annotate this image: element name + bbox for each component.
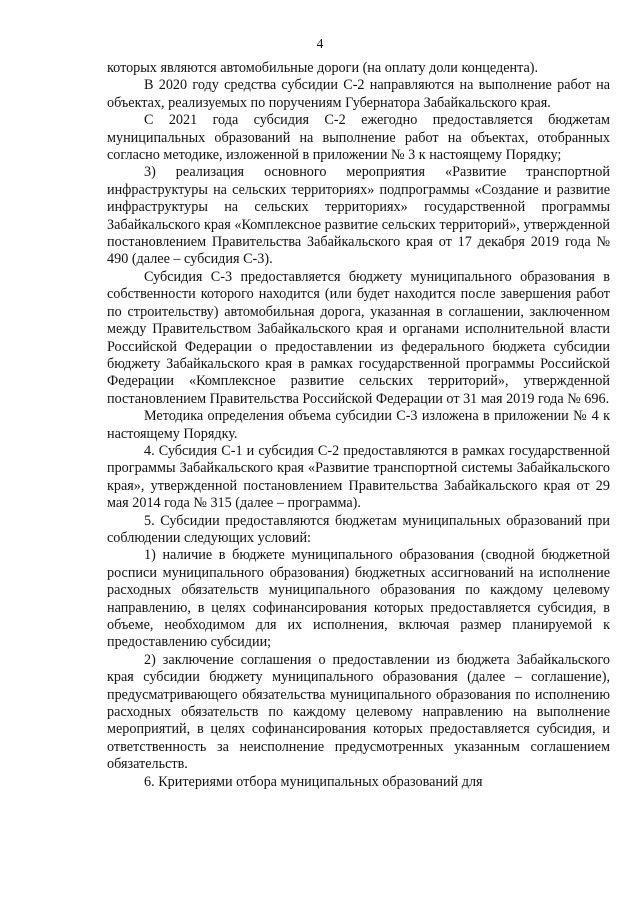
page-number: 4 (316, 36, 324, 51)
paragraph-section-6: 6. Критериями отбора муниципальных образований для (144, 773, 483, 790)
paragraph-item-3: 3) реализация основного мероприятия «Развитие транспортной инфраструктуры на сельских территориях» подпрограммы «Создание и развитие инфраструктуры на сельских территориях» государственной программы Забайкальского края «Комплексное развитие сельских территорий», утвержденной постановлением Правительства Забайкальского края от 17 декабря 2019 года № 490 (далее – субсидия С-3). (107, 164, 610, 268)
document-body (107, 60, 610, 791)
paragraph-condition-2: 2) заключение соглашения о предоставлении из бюджета Забайкальского края субсидии бюджету муниципального образования (далее – соглашение), предусматривающего обязательства муниципального образования по исполнению расходных обязательств по каждому целевому направлению на выполнение мероприятий, в целях софинансирования которых предоставляется субсидия, и ответственность за неисполнение предусмотренных указанным соглашением обязательств. (107, 651, 610, 773)
paragraph-condition-1: 1) наличие в бюджете муниципального образования (сводной бюджетной росписи муниципального образования) бюджетных ассигнований на исполнение расходных обязательств муниципального образования по каждому целевому направлению, в целях софинансирования которых предоставляется субсидия, в объеме, необходимом для их исполнения, включая размер планируемой к предоставлению субсидии; (107, 547, 610, 651)
paragraph-subsidy-c3-method: Методика определения объема субсидии С-3 изложена в приложении № 4 к настоящему Порядку. (107, 408, 610, 442)
paragraph-subsidy-c2-2020: В 2020 году средства субсидии С-2 направляются на выполнение работ на объектах, реализуемых по поручениям Губернатора Забайкальского края. (107, 77, 610, 111)
paragraph-subsidy-c3: Субсидия С-3 предоставляется бюджету муниципального образования в собственности которого находится (или будет находится после завершения работ по строительству) автомобильная дорога, указанная в соглашении, заключенном между Правительством Забайкальского края и органами исполнительной власти Российской Федерации о предоставлении из федерального бюджета субсидии бюджету Забайкальского края в рамках государственной программы Российской Федерации «Комплексное развитие сельских территорий», утвержденной постановлением Правительства Российской Федерации от 31 мая 2019 года № 696. (107, 268, 610, 407)
paragraph-subsidy-c2-2021: С 2021 года субсидия С-2 ежегодно предоставляется бюджетам муниципальных образований на выполнение работ на объектах, отобранных согласно методике, изложенной в приложении № 3 к настоящему Порядку; (107, 112, 610, 164)
paragraph-section-5: 5. Субсидии предоставляются бюджетам муниципальных образований при соблюдении следующих условий: (107, 512, 610, 546)
paragraph-section-4: 4. Субсидия С-1 и субсидия С-2 предоставляются в рамках государственной программы Забайкальского края «Развитие транспортной системы Забайкальского края», утвержденной постановлением Правительства Забайкальского края от 29 мая 2014 года № 315 (далее – программа). (107, 442, 610, 512)
paragraph-continuation: которых являются автомобильные дороги (на оплату доли концедента). (107, 60, 539, 76)
